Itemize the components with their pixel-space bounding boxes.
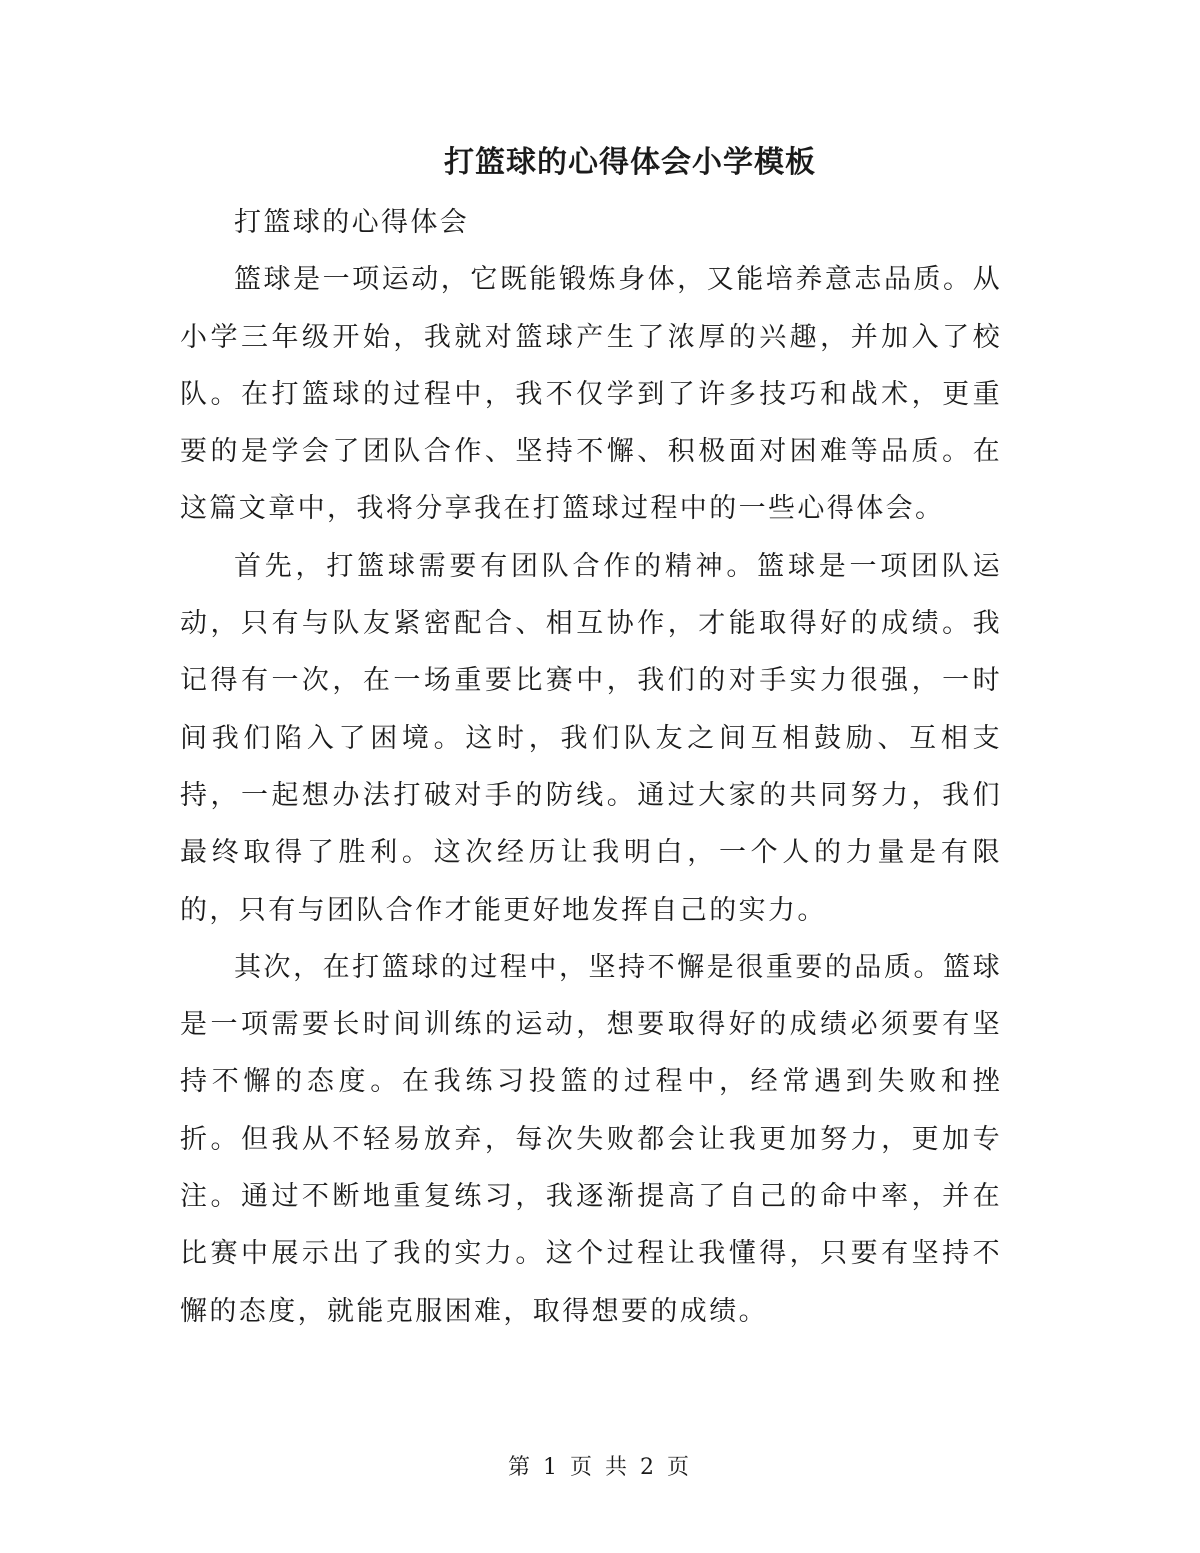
document-title: 打篮球的心得体会小学模板 (444, 145, 816, 180)
footer-prefix: 第 (507, 1455, 533, 1480)
document-body (180, 194, 1002, 1340)
footer-total-pages: 2 (640, 1455, 658, 1480)
page-number-footer (0, 1452, 1200, 1484)
footer-total-label: 共 (605, 1455, 631, 1480)
paragraph-perseverance: 其次，在打篮球的过程中，坚持不懈是很重要的品质。篮球是一项需要长时间训练的运动，想要取得好的成绩必须要有坚持不懈的态度。在我练习投篮的过程中，经常遇到失败和挫折。但我从不轻易放弃，每次失败都会让我更加努力，更加专注。通过不断地重复练习，我逐渐提高了自己的命中率，并在比赛中展示出了我的实力。这个过程让我懂得，只要有坚持不懈的态度，就能克服困难，取得想要的成绩。 (180, 951, 1002, 1327)
footer-suffix: 页 (667, 1455, 693, 1480)
document-subtitle: 打篮球的心得体会 (234, 207, 470, 238)
footer-page-label: 页 (569, 1455, 595, 1480)
footer-current-page: 1 (542, 1455, 560, 1480)
paragraph-teamwork: 首先，打篮球需要有团队合作的精神。篮球是一项团队运动，只有与队友紧密配合、相互协作，才能取得好的成绩。我记得有一次，在一场重要比赛中，我们的对手实力很强，一时间我们陷入了困境。这时，我们队友之间互相鼓励、互相支持，一起想办法打破对手的防线。通过大家的共同努力，我们最终取得了胜利。这次经历让我明白，一个人的力量是有限的，只有与团队合作才能更好地发挥自己的实力。 (180, 550, 1002, 926)
paragraph-intro: 篮球是一项运动，它既能锻炼身体，又能培养意志品质。从小学三年级开始，我就对篮球产生了浓厚的兴趣，并加入了校队。在打篮球的过程中，我不仅学到了许多技巧和战术，更重要的是学会了团队合作、坚持不懈、积极面对困难等品质。在这篇文章中，我将分享我在打篮球过程中的一些心得体会。 (180, 264, 1002, 525)
